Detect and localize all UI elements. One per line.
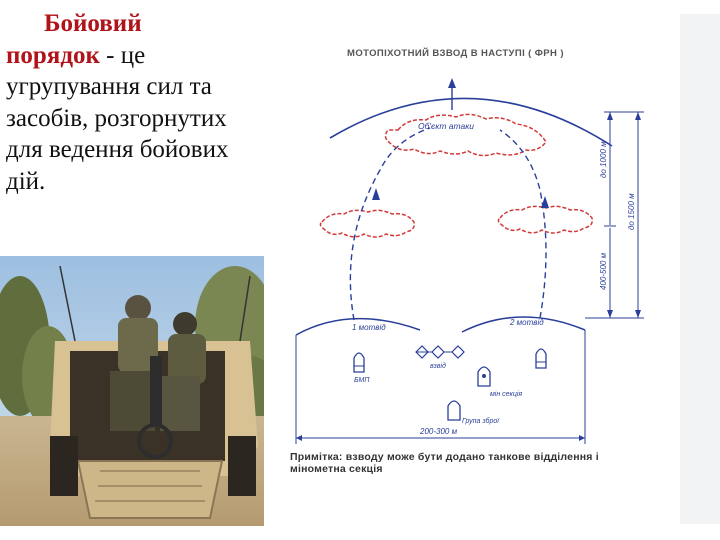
- squad-2-label: 2 мотвід: [510, 318, 544, 327]
- definition-line-4: засобів, розгорнутих: [6, 104, 227, 132]
- right-advance-arrowhead: [541, 196, 549, 208]
- right-vehicle-symbol: [536, 349, 546, 368]
- left-advance-arrowhead: [372, 188, 380, 200]
- right-position-zone: [498, 206, 592, 233]
- definition-line-3: угрупування сил та: [6, 73, 212, 100]
- fire-group-symbol: [448, 401, 460, 420]
- width-arrow-left: [296, 435, 302, 441]
- left-advance-arrow: [350, 128, 430, 320]
- mortar-section-symbol: [478, 367, 490, 386]
- dim-arrow-3: [635, 112, 641, 120]
- term-word-1: Бойовий: [44, 10, 142, 37]
- left-position-zone: [320, 210, 414, 237]
- platoon-command-symbol: [416, 346, 464, 358]
- right-advance-arrow: [500, 130, 546, 318]
- objective-label: Об'єкт атаки: [418, 121, 474, 131]
- definition-line-6: дій.: [6, 167, 46, 195]
- dim-arrow-1: [607, 112, 613, 120]
- top-arrowhead: [448, 78, 456, 88]
- squad-1-label: 1 мотвід: [352, 323, 386, 332]
- bmp-label: БМП: [354, 377, 370, 384]
- definition-line-5: для ведення бойових: [6, 136, 229, 163]
- dim-arrow-2: [607, 310, 613, 318]
- term-word-2: порядок: [6, 41, 100, 69]
- fire-group-label: Група зброї: [462, 418, 499, 425]
- bmp-symbol: [354, 353, 364, 372]
- dim-arrow-4: [635, 310, 641, 318]
- platoon-command-label: взвід: [430, 363, 446, 370]
- definition-dash: - це: [99, 41, 146, 69]
- dim-inner-top-label: до 1000 м: [599, 141, 608, 178]
- diagram-note: Примітка: взводу може бути додано танкове відділення і мінометна секція: [290, 451, 599, 475]
- diagram-title: МОТОПІХОТНИЙ ВЗВОД В НАСТУПІ ( ФРН ): [347, 48, 564, 59]
- dim-outer-label: до 1500 м: [627, 193, 636, 230]
- mortar-section-label: мін секція: [490, 391, 523, 398]
- width-label: 200-300 м: [420, 427, 458, 436]
- width-arrow-right: [579, 435, 585, 441]
- dim-inner-bottom-label: 400-500 м: [599, 252, 608, 290]
